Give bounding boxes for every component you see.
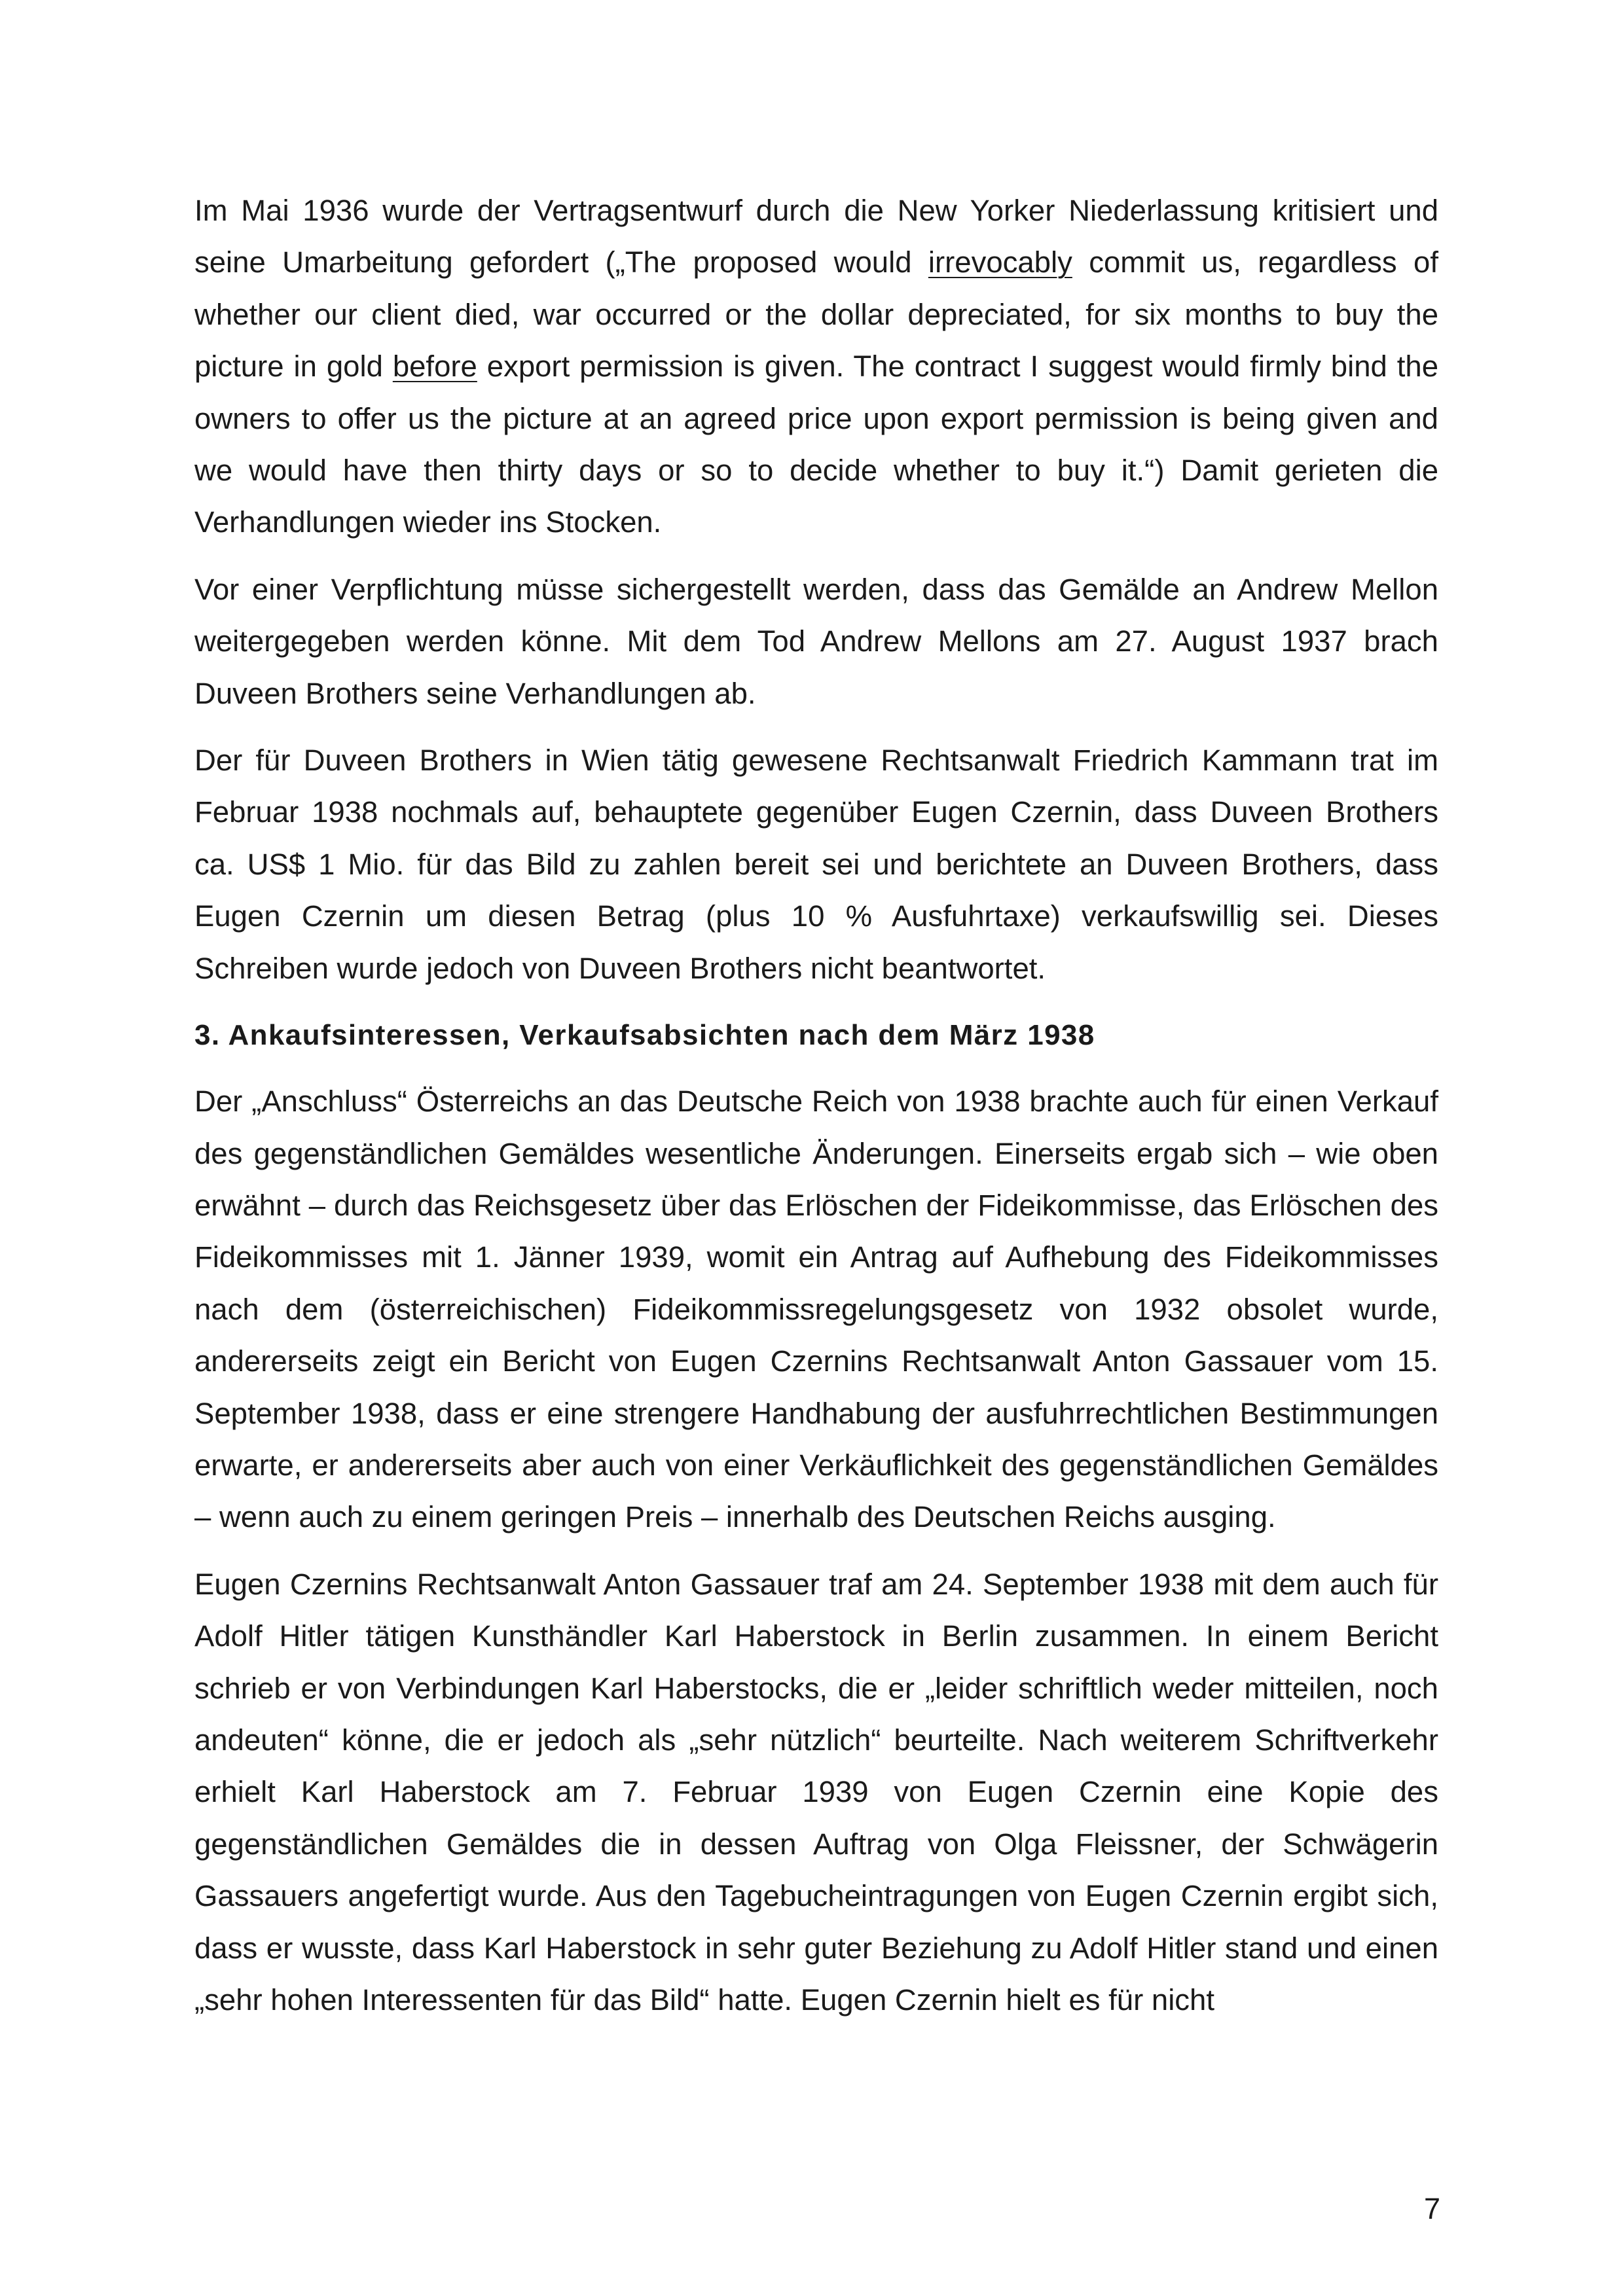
underlined-word-irrevocably: irrevocably [928, 245, 1072, 279]
section-heading: 3. Ankaufsinteressen, Verkaufsabsichten nach dem März 1938 [194, 1019, 1095, 1052]
paragraph-text: Im Mai 1936 wurde der Vertragsentwurf durch die New Yorker Niederlassung kritisiert und seine Umarbeitung gefordert („The proposed would [194, 194, 1438, 279]
paragraph-kammann: Der für Duveen Brothers in Wien tätig gewesene Rechtsanwalt Friedrich Kammann trat im Februar 1938 nochmals auf, behauptete gegenüber Eugen Czernin, dass Duveen Brothers ca. US$ 1 Mio. für das Bild zu zahlen bereit sei und berichtete an Duveen Brothers, dass Eugen Czernin um diesen Betrag (plus 10 % Ausfuhrtaxe) verkaufswillig sei. Dieses Schreiben wurde jedoch von Duveen Brothers nicht beantwortet. [194, 744, 1438, 985]
paragraph-anschluss: Der „Anschluss“ Österreichs an das Deutsche Reich von 1938 brachte auch für einen Verkauf des gegenständlichen Gemäldes wesentliche Änderungen. Einerseits ergab sich – wie oben erwähnt – durch das Reichsgesetz über das Erlöschen der Fideikommisse, das Erlöschen des Fideikommisses mit 1. Jänner 1939, womit ein Antrag auf Aufhebung des Fideikommisses nach dem (österreichischen) Fideikommissregelungsgesetz von 1932 obsolet wurde, andererseits zeigt ein Bericht von Eugen Czernins Rechtsanwalt Anton Gassauer vom 15. September 1938, dass er eine strengere Handhabung der ausfuhrrechtlichen Bestimmungen erwarte, er andererseits aber auch von einer Verkäuflichkeit des gegenständlichen Gemäldes – wenn auch zu einem geringen Preis – innerhalb des Deutschen Reichs ausging. [194, 1085, 1438, 1534]
underlined-word-before: before [392, 350, 477, 384]
paragraph-text: export permission is given. The contract I suggest would firmly bind the owners to offer us the picture at an agreed price upon export permission is being given and we would have then thirty days or so to decide whether to buy it.“) Damit gerieten die Verhandlungen wieder ins Stocken. [194, 350, 1438, 539]
paragraph-haberstock: Eugen Czernins Rechtsanwalt Anton Gassauer traf am 24. September 1938 mit dem auch für Adolf Hitler tätigen Kunsthändler Karl Haberstock in Berlin zusammen. In einem Bericht schrieb er von Verbindungen Karl Haberstocks, die er „leider schriftlich weder mitteilen, noch andeuten“ könne, die er jedoch als „sehr nützlich“ beurteilte. Nach weiterem Schriftverkehr erhielt Karl Haberstock am 7. Februar 1939 von Eugen Czernin eine Kopie des gegenständlichen Gemäldes die in dessen Auftrag von Olga Fleissner, der Schwägerin Gassauers angefertigt wurde. Aus den Tagebucheintragungen von Eugen Czernin ergibt sich, dass er wusste, dass Karl Haberstock in sehr guter Beziehung zu Adolf Hitler stand und einen „sehr hohen Interessenten für das Bild“ hatte. Eugen Czernin hielt es für nicht [194, 1567, 1438, 2017]
paragraph-text: commit us, regardless of whether our client died, war occurred or the dollar depreciated, for six months to buy the picture in gold [194, 245, 1438, 384]
page-number: 7 [1423, 2192, 1440, 2225]
paragraph-contract-criticism [194, 185, 1438, 548]
page-body [194, 185, 1438, 2041]
paragraph-mellon: Vor einer Verpflichtung müsse sichergestellt werden, dass das Gemälde an Andrew Mellon weitergegeben werden könne. Mit dem Tod Andrew Mellons am 27. August 1937 brach Duveen Brothers seine Verhandlungen ab. [194, 572, 1438, 710]
